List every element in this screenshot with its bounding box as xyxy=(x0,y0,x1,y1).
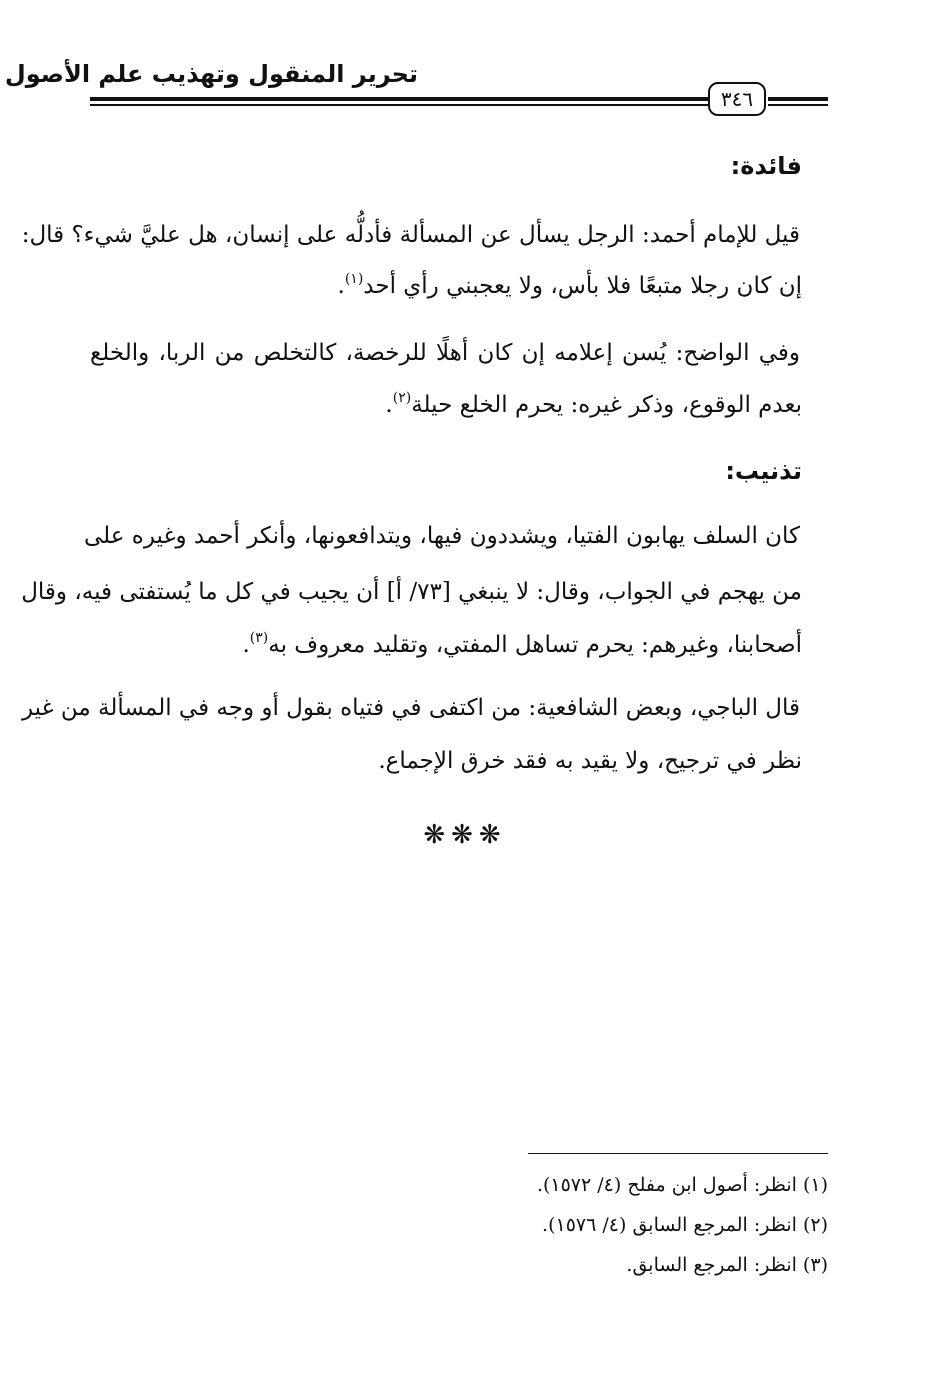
paragraph-2-line-2 xyxy=(90,386,802,424)
footnote-1: (١) انظر: أصول ابن مفلح (٤/ ١٥٧٢). xyxy=(536,1174,828,1196)
paragraph-3-line-2: من يهجم في الجواب، وقال: لا ينبغي [٧٣/ أ] أن يجيب في كل ما يُستفتى فيه، وقال xyxy=(21,579,802,605)
paragraph-3-end: . xyxy=(242,632,250,658)
paragraph-2-text: بعدم الوقوع، وذكر غيره: يحرم الخلع حيلة xyxy=(411,392,802,418)
footnote-marker-3: (٣) xyxy=(249,630,269,646)
paragraph-2-end: . xyxy=(385,392,393,418)
section-separator-stars: ❋❋❋ xyxy=(423,820,507,850)
footnote-2: (٢) انظر: المرجع السابق (٤/ ١٥٧٦). xyxy=(542,1214,828,1236)
paragraph-2-line-1: وفي الواضح: يُسن إعلامه إن كان أهلًا للرخصة، كالتخلص من الربا، والخلع xyxy=(90,340,800,366)
footnote-3: (٣) انظر: المرجع السابق. xyxy=(626,1254,828,1276)
footnote-rule xyxy=(528,1153,828,1154)
header-rule-thin-right xyxy=(768,104,828,106)
paragraph-1-line-2 xyxy=(90,267,802,305)
header-rule-thin-left xyxy=(90,104,710,106)
paragraph-3-line-1: كان السلف يهابون الفتيا، ويشددون فيها، ويتدافعونها، وأنكر أحمد وغيره على xyxy=(83,523,800,549)
paragraph-4-line-2: نظر في ترجيح، ولا يقيد به فقد خرق الإجماع. xyxy=(378,748,802,774)
paragraph-1-text: إن كان رجلا متبعًا فلا بأس، ولا يعجبني رأي أحد xyxy=(363,273,802,299)
paragraph-1-end: . xyxy=(337,273,345,299)
paragraph-3-text: أصحابنا، وغيرهم: يحرم تساهل المفتي، وتقليد معروف به xyxy=(268,632,802,658)
section-heading-tadhnib: تذنيب: xyxy=(725,457,802,485)
section-heading-faida: فائدة: xyxy=(730,152,802,180)
paragraph-3-line-3 xyxy=(90,626,802,664)
running-title: تحرير المنقول وتهذيب علم الأصول xyxy=(4,60,418,88)
header-rule-thick-right xyxy=(768,97,828,101)
paragraph-4-line-1: قال الباجي، وبعض الشافعية: من اكتفى في فتياه بقول أو وجه في المسألة من غير xyxy=(21,695,800,721)
footnote-marker-1: (١) xyxy=(344,271,364,287)
footnote-marker-2: (٢) xyxy=(392,390,412,406)
paragraph-1-line-1: قيل للإمام أحمد: الرجل يسأل عن المسألة فأدلُّه على إنسان، هل عليَّ شيء؟ قال: xyxy=(21,222,800,248)
page-number-badge: ٣٤٦ xyxy=(708,82,766,116)
header-rule-thick-left xyxy=(90,97,710,101)
